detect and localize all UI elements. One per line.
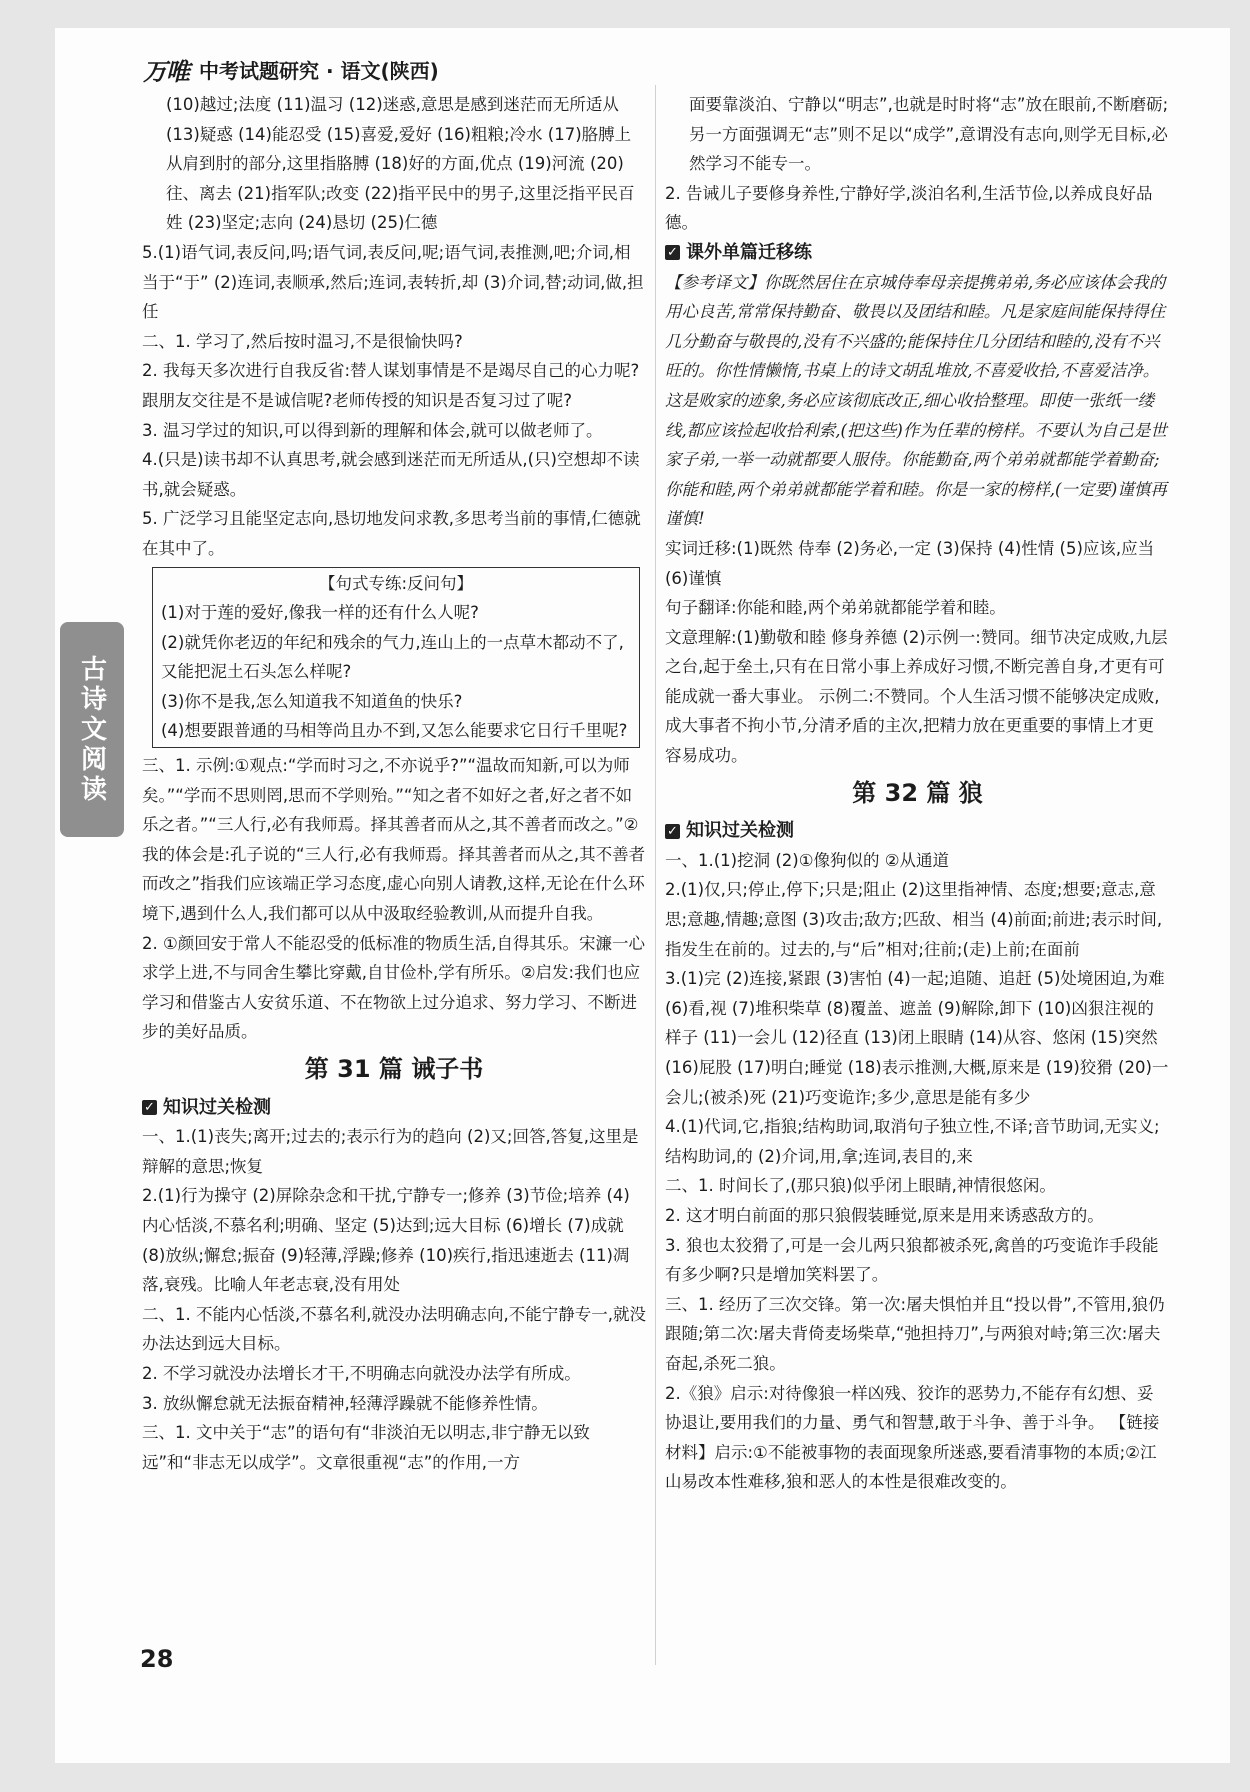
book-title: 中考试题研究 · 语文(陕西)	[199, 58, 439, 83]
answer-paragraph: 2.(1)仅,只;停止,停下;只是;阻止 (2)这里指神情、态度;想要;意志,意思;意趣,情趣;意图 (3)攻击;敌方;匹敌、相当 (4)前面;前进;表示时间,指发生在前的。过去的,与“后”相对;往前;(走)上前;在面前	[665, 880, 1163, 959]
answer-block-31-cont	[665, 90, 1170, 238]
chapter-32-title: 第 32 篇 狼	[852, 778, 983, 807]
answer-paragraph: 一、1.(1)挖洞 (2)①像狗似的 ②从通道	[665, 850, 950, 870]
answer-paragraph: 2. 我每天多次进行自我反省:替人谋划事情是不是竭尽自己的心力呢?跟朋友交往是不是诚信呢?老师传授的知识是否复习过了呢?	[142, 361, 640, 410]
checkbox-icon: ✓	[665, 824, 680, 839]
answer-paragraph: 2.(1)行为操守 (2)屏除杂念和干扰,宁静专一;修养 (3)节俭;培养 (4)内心恬淡,不慕名利;明确、坚定 (5)达到;远大目标 (6)增长 (7)成就 (8)放纵;懈怠;振奋 (9)轻薄,浮躁;修养 (10)疾行,指迅速逝去 (11)凋落,衰残。比喻人年老志衰,没有用处	[142, 1186, 630, 1295]
page-number: 28	[140, 1645, 174, 1673]
answer-paragraph: 5. 广泛学习且能坚定志向,恳切地发问求教,多思考当前的事情,仁德就在其中了。	[142, 509, 641, 558]
column-divider	[655, 85, 656, 1665]
box-item: (4)想要跟普通的马相等尚且办不到,又怎么能要求它日行千里呢?	[161, 721, 628, 741]
answer-paragraph: 二、1. 不能内心恬淡,不慕名利,就没办法明确志向,不能宁静专一,就没办法达到远大目标。	[142, 1304, 646, 1354]
box-title: 【句式专练:反问句】	[318, 573, 474, 593]
answer-paragraph: 面要靠淡泊、宁静以“明志”,也就是时时将“志”放在眼前,不断磨砺;另一方面强调无“志”则不足以“成学”,意谓没有志向,则学无目标,必然学习不能专一。	[689, 95, 1169, 174]
answer-paragraph: 文意理解:(1)勤敬和睦 修身养德 (2)示例一:赞同。细节决定成败,九层之台,起于垒土,只有在日常小事上养成好习惯,不断完善自身,才更有可能成就一番大事业。 示例二:不赞同。个人生活习惯不能够决定成败,成大事者不拘小节,分清矛盾的主次,把精力放在更重要的事情上才更容易成功。	[665, 627, 1168, 766]
checkbox-icon: ✓	[665, 245, 680, 260]
section-side-tab	[60, 622, 124, 837]
answer-paragraph: 三、1. 示例:①观点:“学而时习之,不亦说乎?”“温故而知新,可以为师矣。”“学而不思则罔,思而不学则殆。”“知之者不如好之者,好之者不如乐之者。”“三人行,必有我师焉。择其善者而从之,其不善者而改之。”②我的体会是:孔子说的“三人行,必有我师焉。择其善者而从之,其不善者而改之”指我们应该端正学习态度,虚心向别人请教,这样,无论在什么环境下,遇到什么人,我们都可以从中汲取经验教训,从而提升自我。	[142, 756, 646, 924]
side-tab-label: 古诗文阅读	[76, 654, 107, 805]
answer-paragraph: 3. 放纵懈怠就无法振奋精神,轻薄浮躁就不能修养性情。	[142, 1393, 548, 1413]
section-heading-label: 课外单篇迁移练	[686, 241, 812, 263]
answer-paragraph: 3. 狼也太狡猾了,可是一会儿两只狼都被杀死,禽兽的巧变诡诈手段能有多少啊?只是增加笑料罢了。	[665, 1235, 1159, 1285]
answer-paragraph: 句子翻译:你能和睦,两个弟弟就都能学着和睦。	[665, 598, 1006, 618]
answer-paragraph: 2.《狼》启示:对待像狼一样凶残、狡诈的恶势力,不能存有幻想、妥协退让,要用我们的力量、勇气和智慧,敢于斗争、善于斗争。 【链接材料】启示:①不能被事物的表面现象所迷惑,要看清事物的本质;②江山易改本性难移,狼和恶人的本性是很难改变的。	[665, 1383, 1160, 1492]
answer-paragraph: 3. 温习学过的知识,可以得到新的理解和体会,就可以做老师了。	[142, 420, 603, 440]
answer-paragraph: 三、1. 文中关于“志”的语句有“非淡泊无以明志,非宁静无以致远”和“非志无以成学”。文章很重视“志”的作用,一方	[142, 1423, 590, 1472]
section-heading-label: 知识过关检测	[163, 1096, 271, 1118]
answer-paragraph: 4.(只是)读书却不认真思考,就会感到迷茫而无所适从,(只)空想却不读书,就会疑惑。	[142, 450, 640, 499]
answer-block-31	[142, 1122, 646, 1477]
answer-block-30-extended	[142, 751, 646, 1047]
answer-paragraph: 5.(1)语气词,表反问,吗;语气词,表反问,呢;语气词,表推测,吧;介词,相当于“于” (2)连词,表顺承,然后;连词,表转折,却 (3)介词,替;动词,做,担任	[142, 242, 644, 322]
answer-block-30	[142, 90, 646, 564]
header	[143, 50, 439, 88]
answer-block-extra	[665, 534, 1170, 771]
section-heading-32	[665, 816, 1170, 846]
chapter-31-title: 第 31 篇 诫子书	[304, 1055, 484, 1083]
brand-logo: 万唯	[143, 57, 189, 86]
answer-paragraph: 3.(1)完 (2)连接,紧跟 (3)害怕 (4)一起;追随、追赶 (5)处境困迫,为难 (6)看,视 (7)堆积柴草 (8)覆盖、遮盖 (9)解除,卸下 (10)凶狠注视的样子 (11)一会儿 (12)径直 (13)闭上眼睛 (14)从容、悠闲 (15)突然 (16)屁股 (17)明白;睡觉 (18)表示推测,大概,原来是 (19)狡猾 (20)一会儿;(被杀)死 (21)巧变诡诈;多少,意思是能有多少	[665, 969, 1169, 1107]
answer-paragraph: 2. 这才明白前面的那只狼假装睡觉,原来是用来诱惑敌方的。	[665, 1205, 1104, 1225]
section-heading-31	[142, 1093, 646, 1123]
right-column	[665, 90, 1170, 1497]
answer-paragraph: 一、1.(1)丧失;离开;过去的;表示行为的趋向 (2)又;回答,答复,这里是辩解的意思;恢复	[142, 1127, 639, 1176]
box-item: (2)就凭你老迈的年纪和残余的气力,连山上的一点草木都动不了,又能把泥土石头怎么样呢?	[161, 632, 624, 682]
answer-paragraph: 2. 告诫儿子要修身养性,宁静好学,淡泊名利,生活节俭,以养成良好品德。	[665, 183, 1153, 233]
reference-translation: 【参考译文】你既然居住在京城侍奉母亲提携弟弟,务必应该体会我的用心良苦,常常保持勤奋、敬畏以及团结和睦。凡是家庭间能保持得住几分勤奋与敬畏的,没有不兴盛的;能保持住几分团结和睦的,没有不兴旺的。你性情懒惰,书桌上的诗文胡乱堆放,不喜爱收拾,不喜爱洁净。这是败家的迹象,务必应该彻底改正,细心收拾整理。即使一张纸一缕线,都应该捡起收拾利索,(把这些)作为任辈的榜样。不要认为自己是世家子弟,一举一动就都要人服侍。你能勤奋,两个弟弟就都能学着勤奋;你能和睦,两个弟弟就都能学着和睦。你是一家的榜样,(一定要)谨慎再谨慎!	[665, 272, 1167, 529]
answer-paragraph: 2. ①颜回安于常人不能忍受的低标准的物质生活,自得其乐。宋濂一心求学上进,不与同舍生攀比穿戴,自甘俭朴,学有所乐。②启发:我们也应学习和借鉴古人安贫乐道、不在物欲上过分追求、努力学习、不断进步的美好品质。	[142, 933, 646, 1042]
answer-paragraph: 二、1. 学习了,然后按时温习,不是很愉快吗?	[142, 331, 463, 351]
box-items	[161, 598, 631, 746]
answer-paragraph: 三、1. 经历了三次交锋。第一次:屠夫惧怕并且“投以骨”,不管用,狼仍跟随;第二次:屠夫背倚麦场柴草,“弛担持刀”,与两狼对峙;第三次:屠夫奋起,杀死二狼。	[665, 1294, 1165, 1373]
checkbox-icon: ✓	[142, 1100, 157, 1115]
answer-paragraph: 2. 不学习就没办法增长才干,不明确志向就没办法学有所成。	[142, 1363, 581, 1383]
box-item: (1)对于莲的爱好,像我一样的还有什么人呢?	[161, 603, 479, 623]
section-heading-label: 知识过关检测	[686, 820, 794, 842]
answer-paragraph: (10)越过;法度 (11)温习 (12)迷惑,意思是感到迷茫而无所适从 (13)疑惑 (14)能忍受 (15)喜爱,爱好 (16)粗粮;冷水 (17)胳膊上从肩到肘的部分,这里指胳膊 (18)好的方面,优点 (19)河流 (20)往、离去 (21)指军队;改变 (22)指平民中的男子,这里泛指平民百姓 (23)坚定;志向 (24)恳切 (25)仁德	[166, 95, 635, 233]
answer-paragraph: 实词迁移:(1)既然 侍奉 (2)务必,一定 (3)保持 (4)性情 (5)应该,应当 (6)谨慎	[665, 538, 1155, 588]
sentence-practice-box	[152, 567, 640, 749]
answer-paragraph: 二、1. 时间长了,(那只狼)似乎闭上眼睛,神情很悠闲。	[665, 1176, 1056, 1196]
left-column	[142, 90, 646, 1477]
answer-block-32	[665, 846, 1170, 1497]
answer-paragraph: 4.(1)代词,它,指狼;结构助词,取消句子独立性,不译;音节助词,无实义;结构助词,的 (2)介词,用,拿;连词,表目的,来	[665, 1117, 1160, 1166]
section-heading-extra	[665, 238, 1170, 268]
box-item: (3)你不是我,怎么知道我不知道鱼的快乐?	[161, 691, 463, 711]
